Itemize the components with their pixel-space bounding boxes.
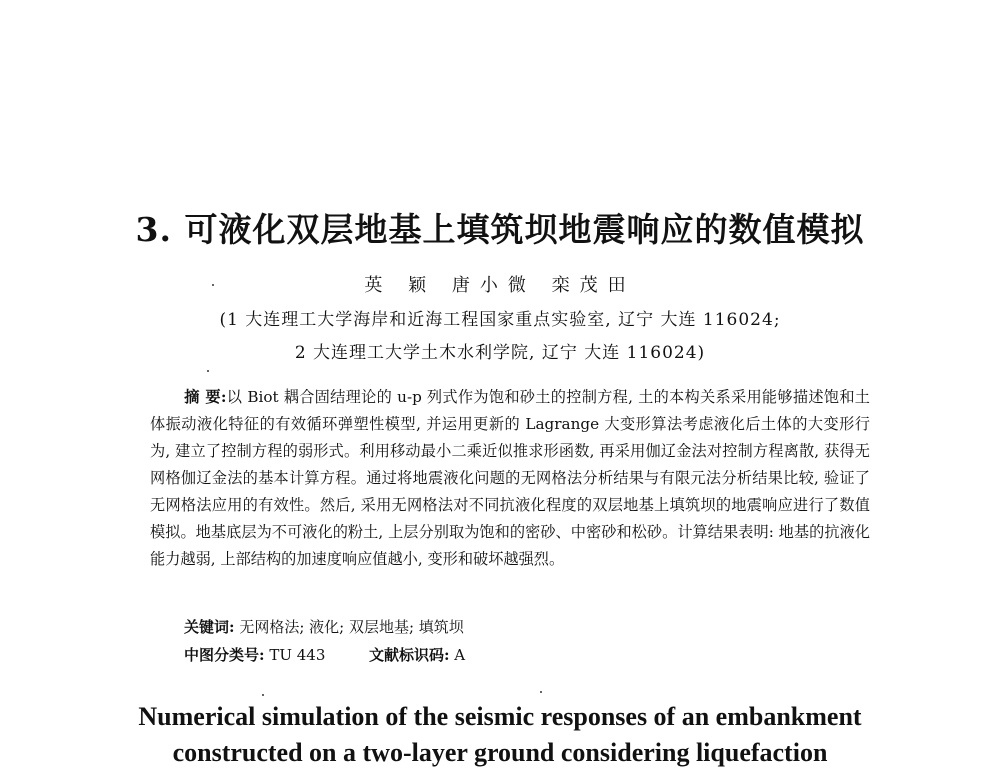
doc-code-value: A [454,646,466,664]
english-title-line-2: constructed on a two-layer ground considering liquefaction [172,738,828,767]
affiliation-2: 2 大连理工大学土木水利学院, 辽宁 大连 116024) [294,343,706,363]
abstract-text: 以 Biot 耦合固结理论的 u-p 列式作为饱和砂土的控制方程, 土的本构关系采用能够描述饱和土体振动液化特征的有效循环弹塑性模型, 并运用更新的 Lagrange 大变形算法考虑液化后土体的大变形行为, 建立了控制方程的弱形式。利用移动最小二乘近似推求形函数, 再采用伽辽金法对控制方程离散, 获得无网格伽辽金法的基本计算方程。通过将地震液化问题的无网格法分析结果与有限元法分析结果比较, 验证了无网格法应用的有效性。然后, 采用无网格法对不同抗液化程度的双层地基上填筑坝的地震响应进行了数值模拟。地基底层为不可液化的粉土, 上层分别取为饱和的密砂、中密砂和松砂。计算结果表明: 地基的抗液化能力越弱, 上部结构的加速度响应值越小, 变形和破坏越强烈。 [150,388,870,568]
keywords-text: 无网格法; 液化; 双层地基; 填筑坝 [239,618,464,636]
scan-speck [262,694,264,696]
abstract [150,384,870,573]
paper-title: 3. 可液化双层地基上填筑坝地震响应的数值模拟 [135,210,865,249]
clc-value: TU 443 [269,646,326,664]
scan-speck [212,284,214,286]
english-title-line-1: Numerical simulation of the seismic responses of an embankment [138,702,862,731]
doc-code-label: 文献标识码: [368,646,450,664]
scan-speck [207,370,209,372]
keywords-label: 关键词: [184,618,235,636]
clc-label: 中图分类号: [184,646,265,664]
affiliation-1: (1 大连理工大学海岸和近海工程国家重点实验室, 辽宁 大连 116024; [219,310,781,330]
scan-speck [540,691,542,693]
classification-line [184,644,465,665]
abstract-label: 摘 要: [184,388,227,406]
keywords-line [184,616,464,637]
author-list: 英 颖 唐小微 栾茂田 [364,275,636,296]
